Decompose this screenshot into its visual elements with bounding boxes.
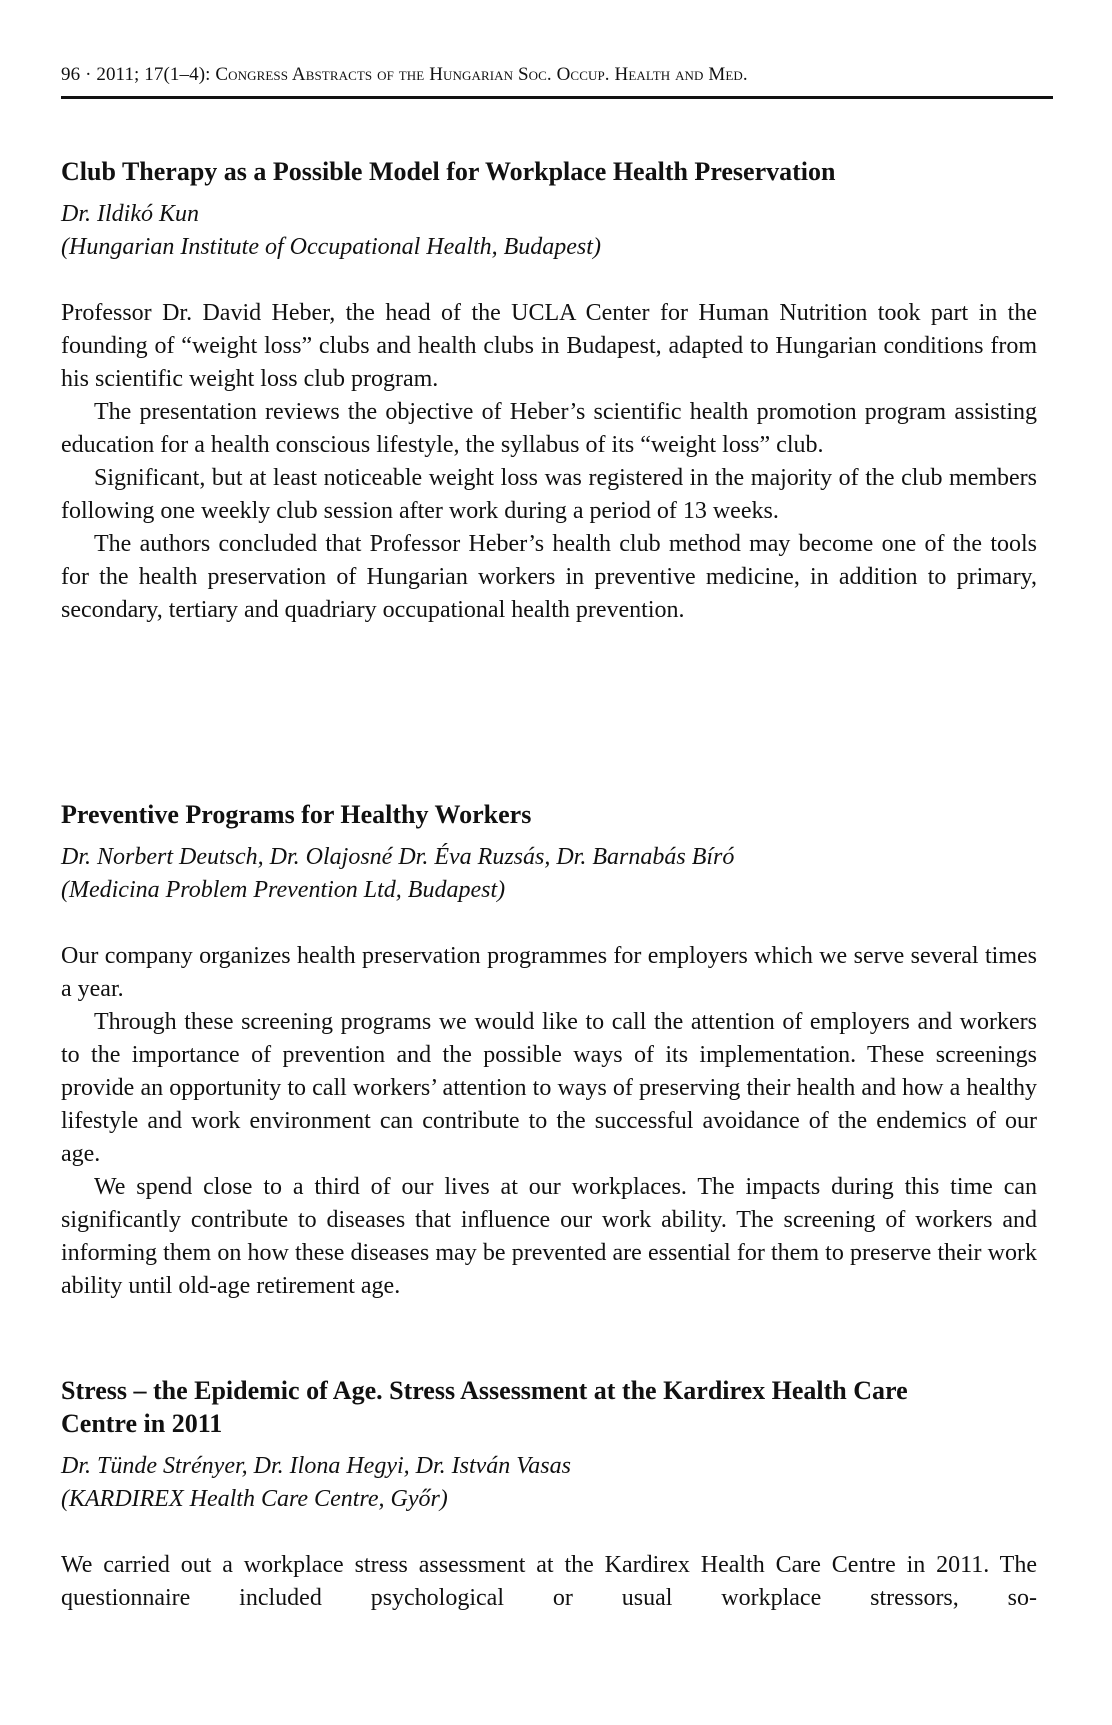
- abstract-title: Stress – the Epidemic of Age. Stress Assessment at the Kardirex Health Care Centre in 2011: [61, 1376, 908, 1438]
- page-number: 96: [61, 64, 81, 85]
- abstract-authors: Dr. Tünde Strényer, Dr. Ilona Hegyi, Dr. István Vasas: [61, 1453, 571, 1479]
- paragraph: Our company organizes health preservation programmes for employers which we serve several times a year.: [61, 943, 1037, 1002]
- citation: 2011; 17(1–4):: [96, 64, 211, 85]
- abstract-affiliation: (Medicina Problem Prevention Ltd, Budapest): [61, 877, 506, 903]
- paragraph: Professor Dr. David Heber, the head of the UCLA Center for Human Nutrition took part in the founding of “weight loss” clubs and health clubs in Budapest, adapted to Hungarian conditions from his scientific weight loss club program.: [61, 300, 1037, 392]
- abstract-stress-assessment: [61, 1374, 1037, 1615]
- abstract-body: [61, 297, 1037, 627]
- paragraph: We spend close to a third of our lives at our workplaces. The impacts during this time can significantly contribute to diseases that influence our work ability. The screening of workers and informing them on how these diseases may be prevented are essential for them to preserve their work ability until old-age retirement age.: [61, 1174, 1037, 1299]
- separator-dot: ·: [85, 64, 97, 85]
- abstract-title: Club Therapy as a Possible Model for Workplace Health Preservation: [61, 157, 836, 186]
- abstract-authors: Dr. Ildikó Kun: [61, 201, 199, 227]
- abstract-body: [61, 1549, 1037, 1615]
- paragraph: The presentation reviews the objective of Heber’s scientific health promotion program assisting education for a health conscious lifestyle, the syllabus of its “weight loss” club.: [61, 399, 1037, 458]
- header-rule: [61, 96, 1053, 99]
- abstract-body: [61, 940, 1037, 1303]
- running-head: [61, 64, 1053, 86]
- abstract-authors: Dr. Norbert Deutsch, Dr. Olajosné Dr. Éva Ruzsás, Dr. Barnabás Bíró: [61, 844, 735, 870]
- paragraph: Through these screening programs we would like to call the attention of employers and workers to the importance of prevention and the possible ways of its implementation. These screenings provide an opportunity to call workers’ attention to ways of preserving their health and how a healthy lifestyle and work environment can contribute to the successful avoidance of the endemics of our age.: [61, 1009, 1037, 1167]
- abstract-affiliation: (Hungarian Institute of Occupational Health, Budapest): [61, 234, 601, 260]
- paragraph: We carried out a workplace stress assessment at the Kardirex Health Care Centre in 2011. The questionnaire included psychological or usual workplace stressors, so-: [61, 1552, 1037, 1611]
- journal-name: Congress Abstracts of the Hungarian Soc. Occup. Health and Med.: [215, 64, 748, 85]
- abstract-affiliation: (KARDIREX Health Care Centre, Győr): [61, 1486, 448, 1512]
- paragraph: The authors concluded that Professor Heber’s health club method may become one of the tools for the health preservation of Hungarian workers in preventive medicine, in addition to primary, secondary, tertiary and quadriary occupational health prevention.: [61, 531, 1037, 623]
- abstract-title: Preventive Programs for Healthy Workers: [61, 800, 532, 829]
- abstract-club-therapy: [61, 155, 1037, 627]
- abstract-preventive-programs: [61, 798, 1037, 1303]
- paragraph: Significant, but at least noticeable weight loss was registered in the majority of the club members following one weekly club session after work during a period of 13 weeks.: [61, 465, 1037, 524]
